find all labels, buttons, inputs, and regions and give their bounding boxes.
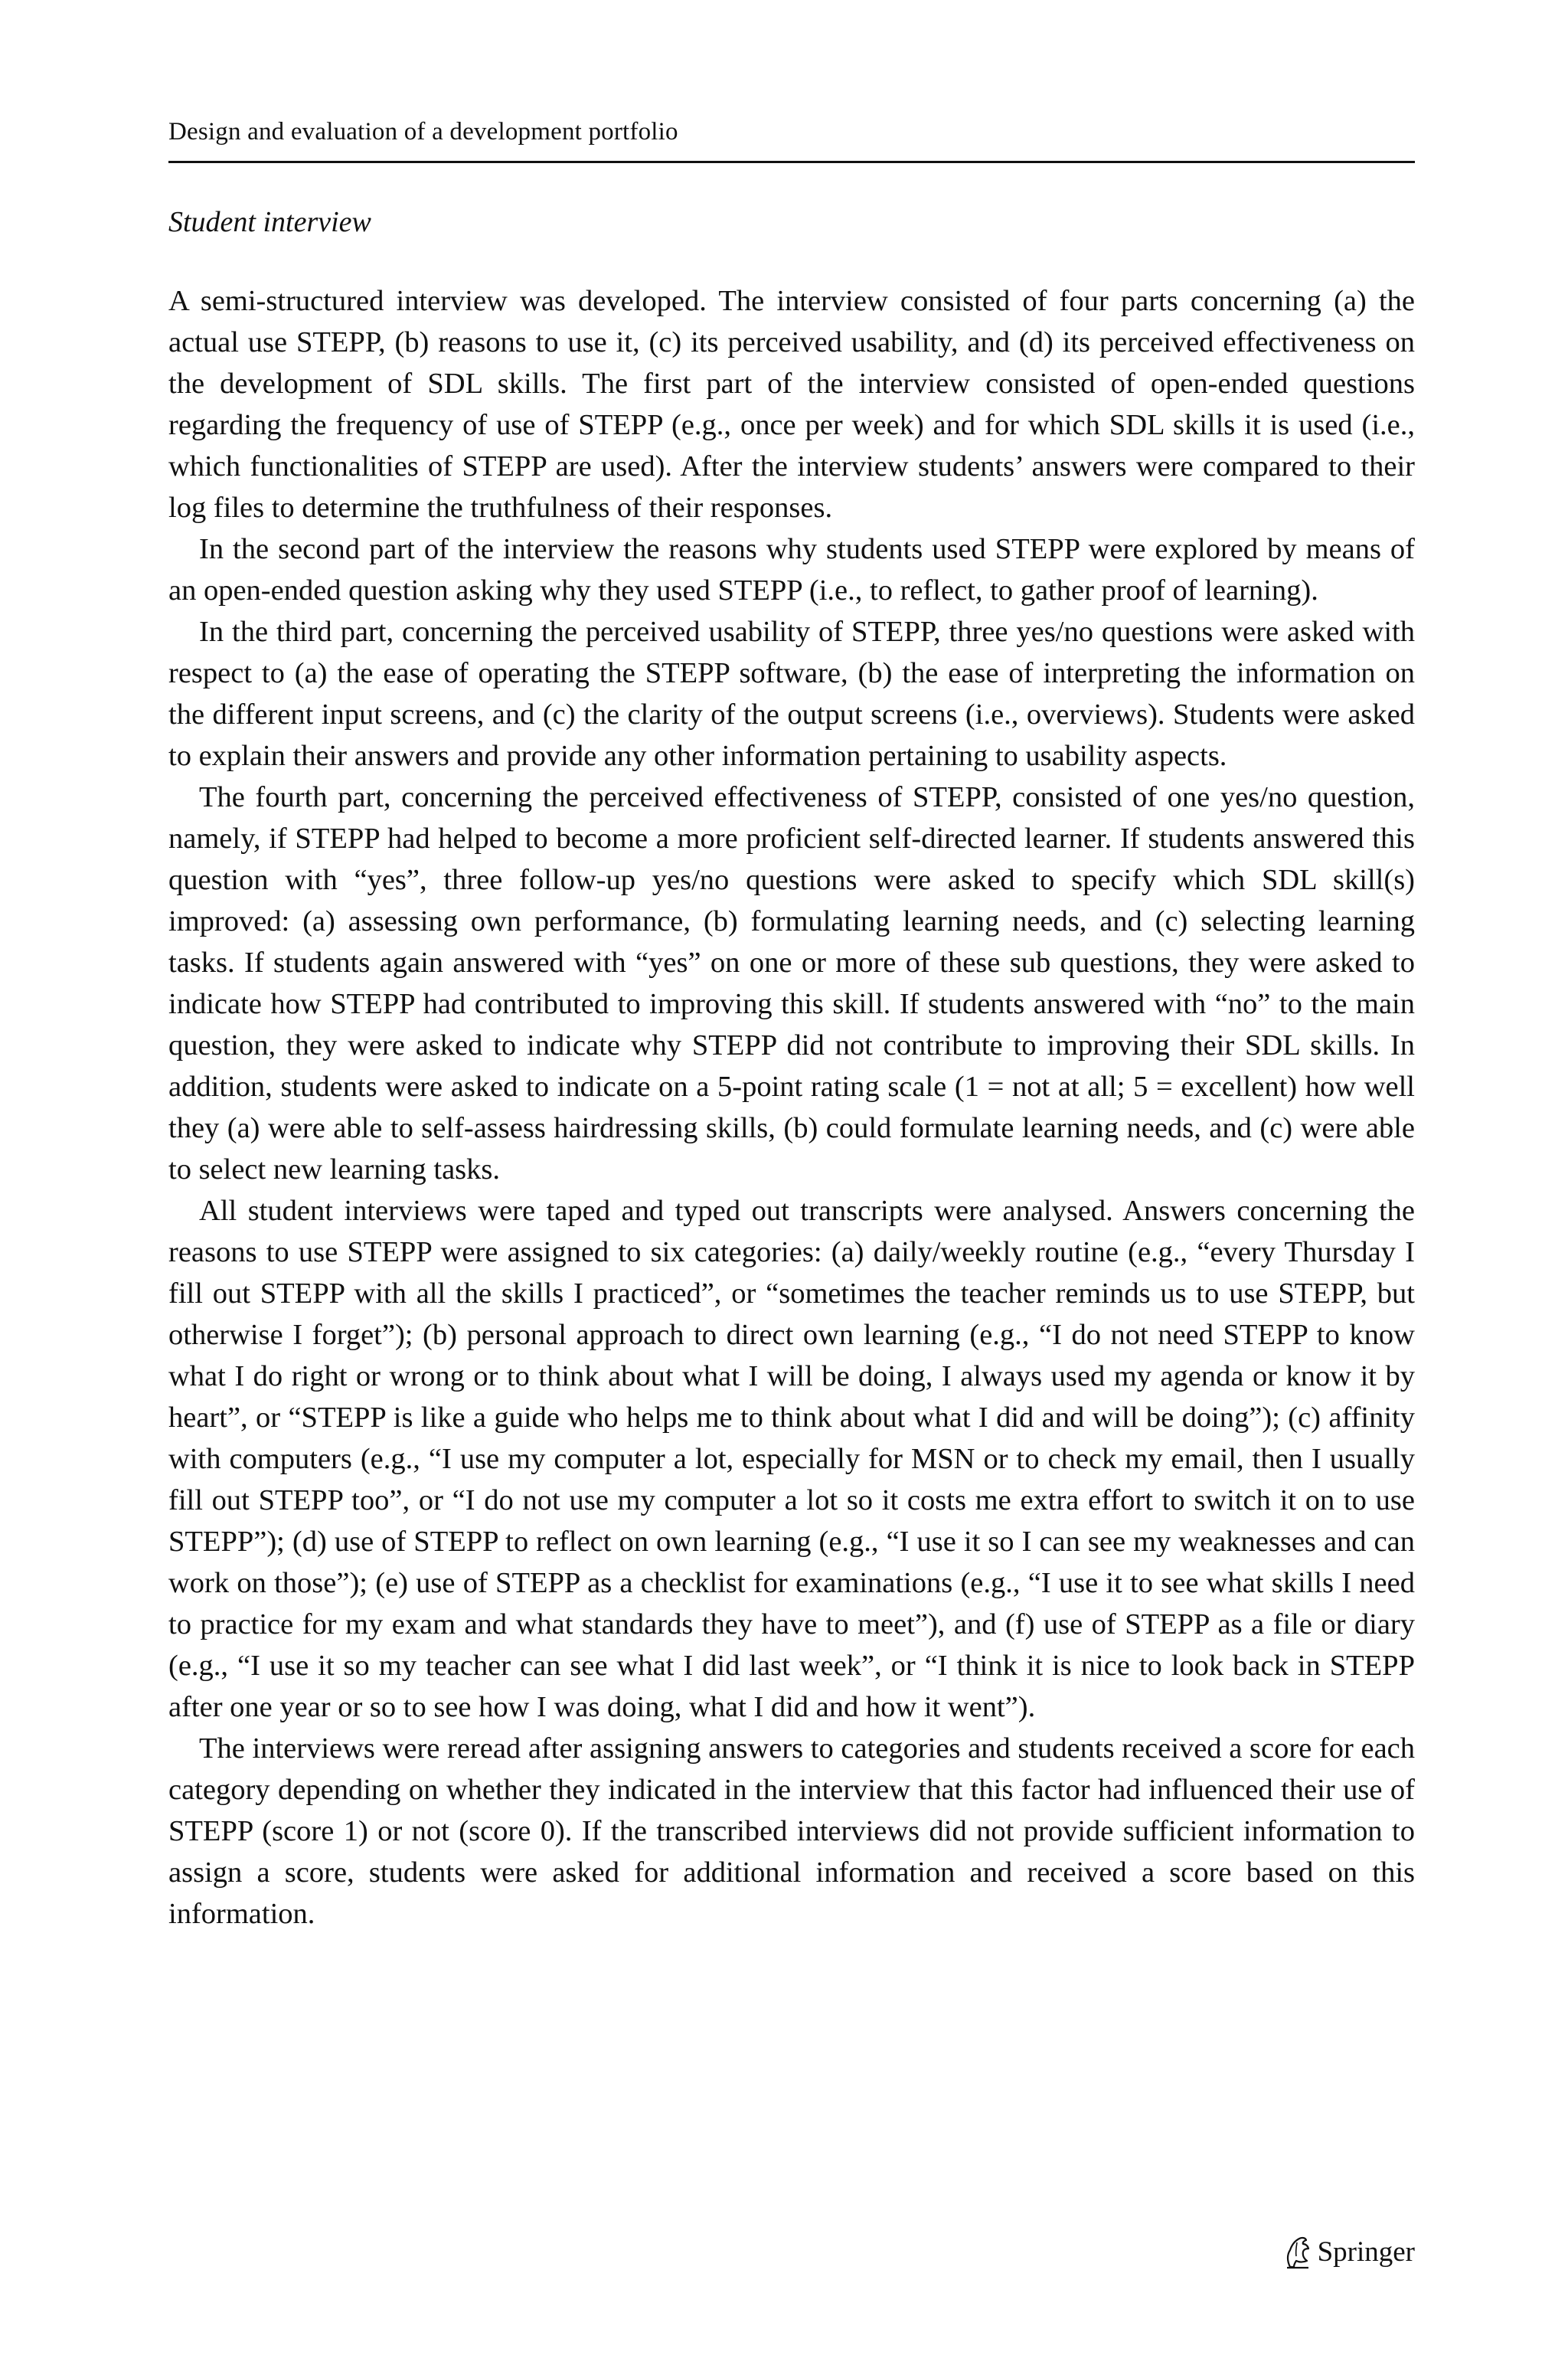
paragraph-usability: In the third part, concerning the perceived usability of STEPP, three yes/no questions were asked with respect to (a) the ease of operating the STEPP software, (b) the ease of interpreting the information on the different input screens, and (c) the clarity of the output screens (i.e., overviews). Students were asked to explain their answers and provide any other information pertaining to usability aspects. [168,616,1415,772]
springer-horse-icon [1282,2235,1313,2270]
publisher-name: Springer [1317,2236,1415,2268]
paragraph-scoring: The interviews were reread after assigning answers to categories and students received a score for each category depending on whether they indicated in the interview that this factor had influenced their use of STEPP (score 1) or not (score 0). If the transcribed interviews did not provide sufficient information to assign a score, students were asked for additional information and received a score based on this information. [168,1732,1415,1930]
paragraph-effectiveness: The fourth part, concerning the perceived effectiveness of STEPP, consisted of one yes/no question, namely, if STEPP had helped to become a more proficient self-directed learner. If students answered this question with “yes”, three follow-up yes/no questions were asked to specify which SDL skill(s) improved: (a) assessing own performance, (b) formulating learning needs, and (c) selecting learning tasks. If students again answered with “yes” on one or more of these sub questions, they were asked to indicate how STEPP had contributed to improving this skill. If students answered with “no” to the main question, they were asked to indicate why STEPP did not contribute to improving their SDL skills. In addition, students were asked to indicate on a 5-point rating scale (1 = not at all; 5 = excellent) how well they (a) were able to self-assess hairdressing skills, (b) could formulate learning needs, and (c) were able to select new learning tasks. [168,781,1415,1186]
publisher-logo [1282,2235,1415,2270]
paragraph-reasons: In the second part of the interview the reasons why students used STEPP were explored by means of an open-ended question asking why they used STEPP (i.e., to reflect, to gather proof of learning). [168,533,1415,607]
body-text [168,280,1415,1935]
header-rule [168,161,1415,163]
section-heading: Student interview [168,206,371,238]
paragraph-analysis-categories: All student interviews were taped and typed out transcripts were analysed. Answers concerning the reasons to use STEPP were assigned to six categories: (a) daily/weekly routine (e.g., “every Thursday I fill out STEPP with all the skills I practiced”, or “sometimes the teacher reminds us to use STEPP, but otherwise I forget”); (b) personal approach to direct own learning (e.g., “I do not need STEPP to know what I do right or wrong or to think about what I will be doing, I always used my agenda or know it by heart”, or “STEPP is like a guide who helps me to think about what I did and will be doing”); (c) affinity with computers (e.g., “I use my computer a lot, especially for MSN or to check my email, then I usually fill out STEPP too”, or “I do not use my computer a lot so it costs me extra effort to switch it on to use STEPP”); (d) use of STEPP to reflect on own learning (e.g., “I use it so I can see my weaknesses and can work on those”); (e) use of STEPP as a checklist for examinations (e.g., “I use it to see what skills I need to practice for my exam and what standards they have to meet”), and (f) use of STEPP as a file or diary (e.g., “I use it so my teacher can see what I did last week”, or “I think it is nice to look back in STEPP after one year or so to see how I was doing, what I did and how it went”). [168,1195,1415,1723]
running-header: Design and evaluation of a development portfolio [168,118,678,146]
paragraph-interview-structure: A semi-structured interview was developed. The interview consisted of four parts concerning (a) the actual use STEPP, (b) reasons to use it, (c) its perceived usability, and (d) its perceived effectiveness on the development of SDL skills. The first part of the interview consisted of open-ended questions regarding the frequency of use of STEPP (e.g., once per week) and for which SDL skills it is used (i.e., which functionalities of STEPP are used). After the interview students’ answers were compared to their log files to determine the truthfulness of their responses. [168,285,1415,524]
